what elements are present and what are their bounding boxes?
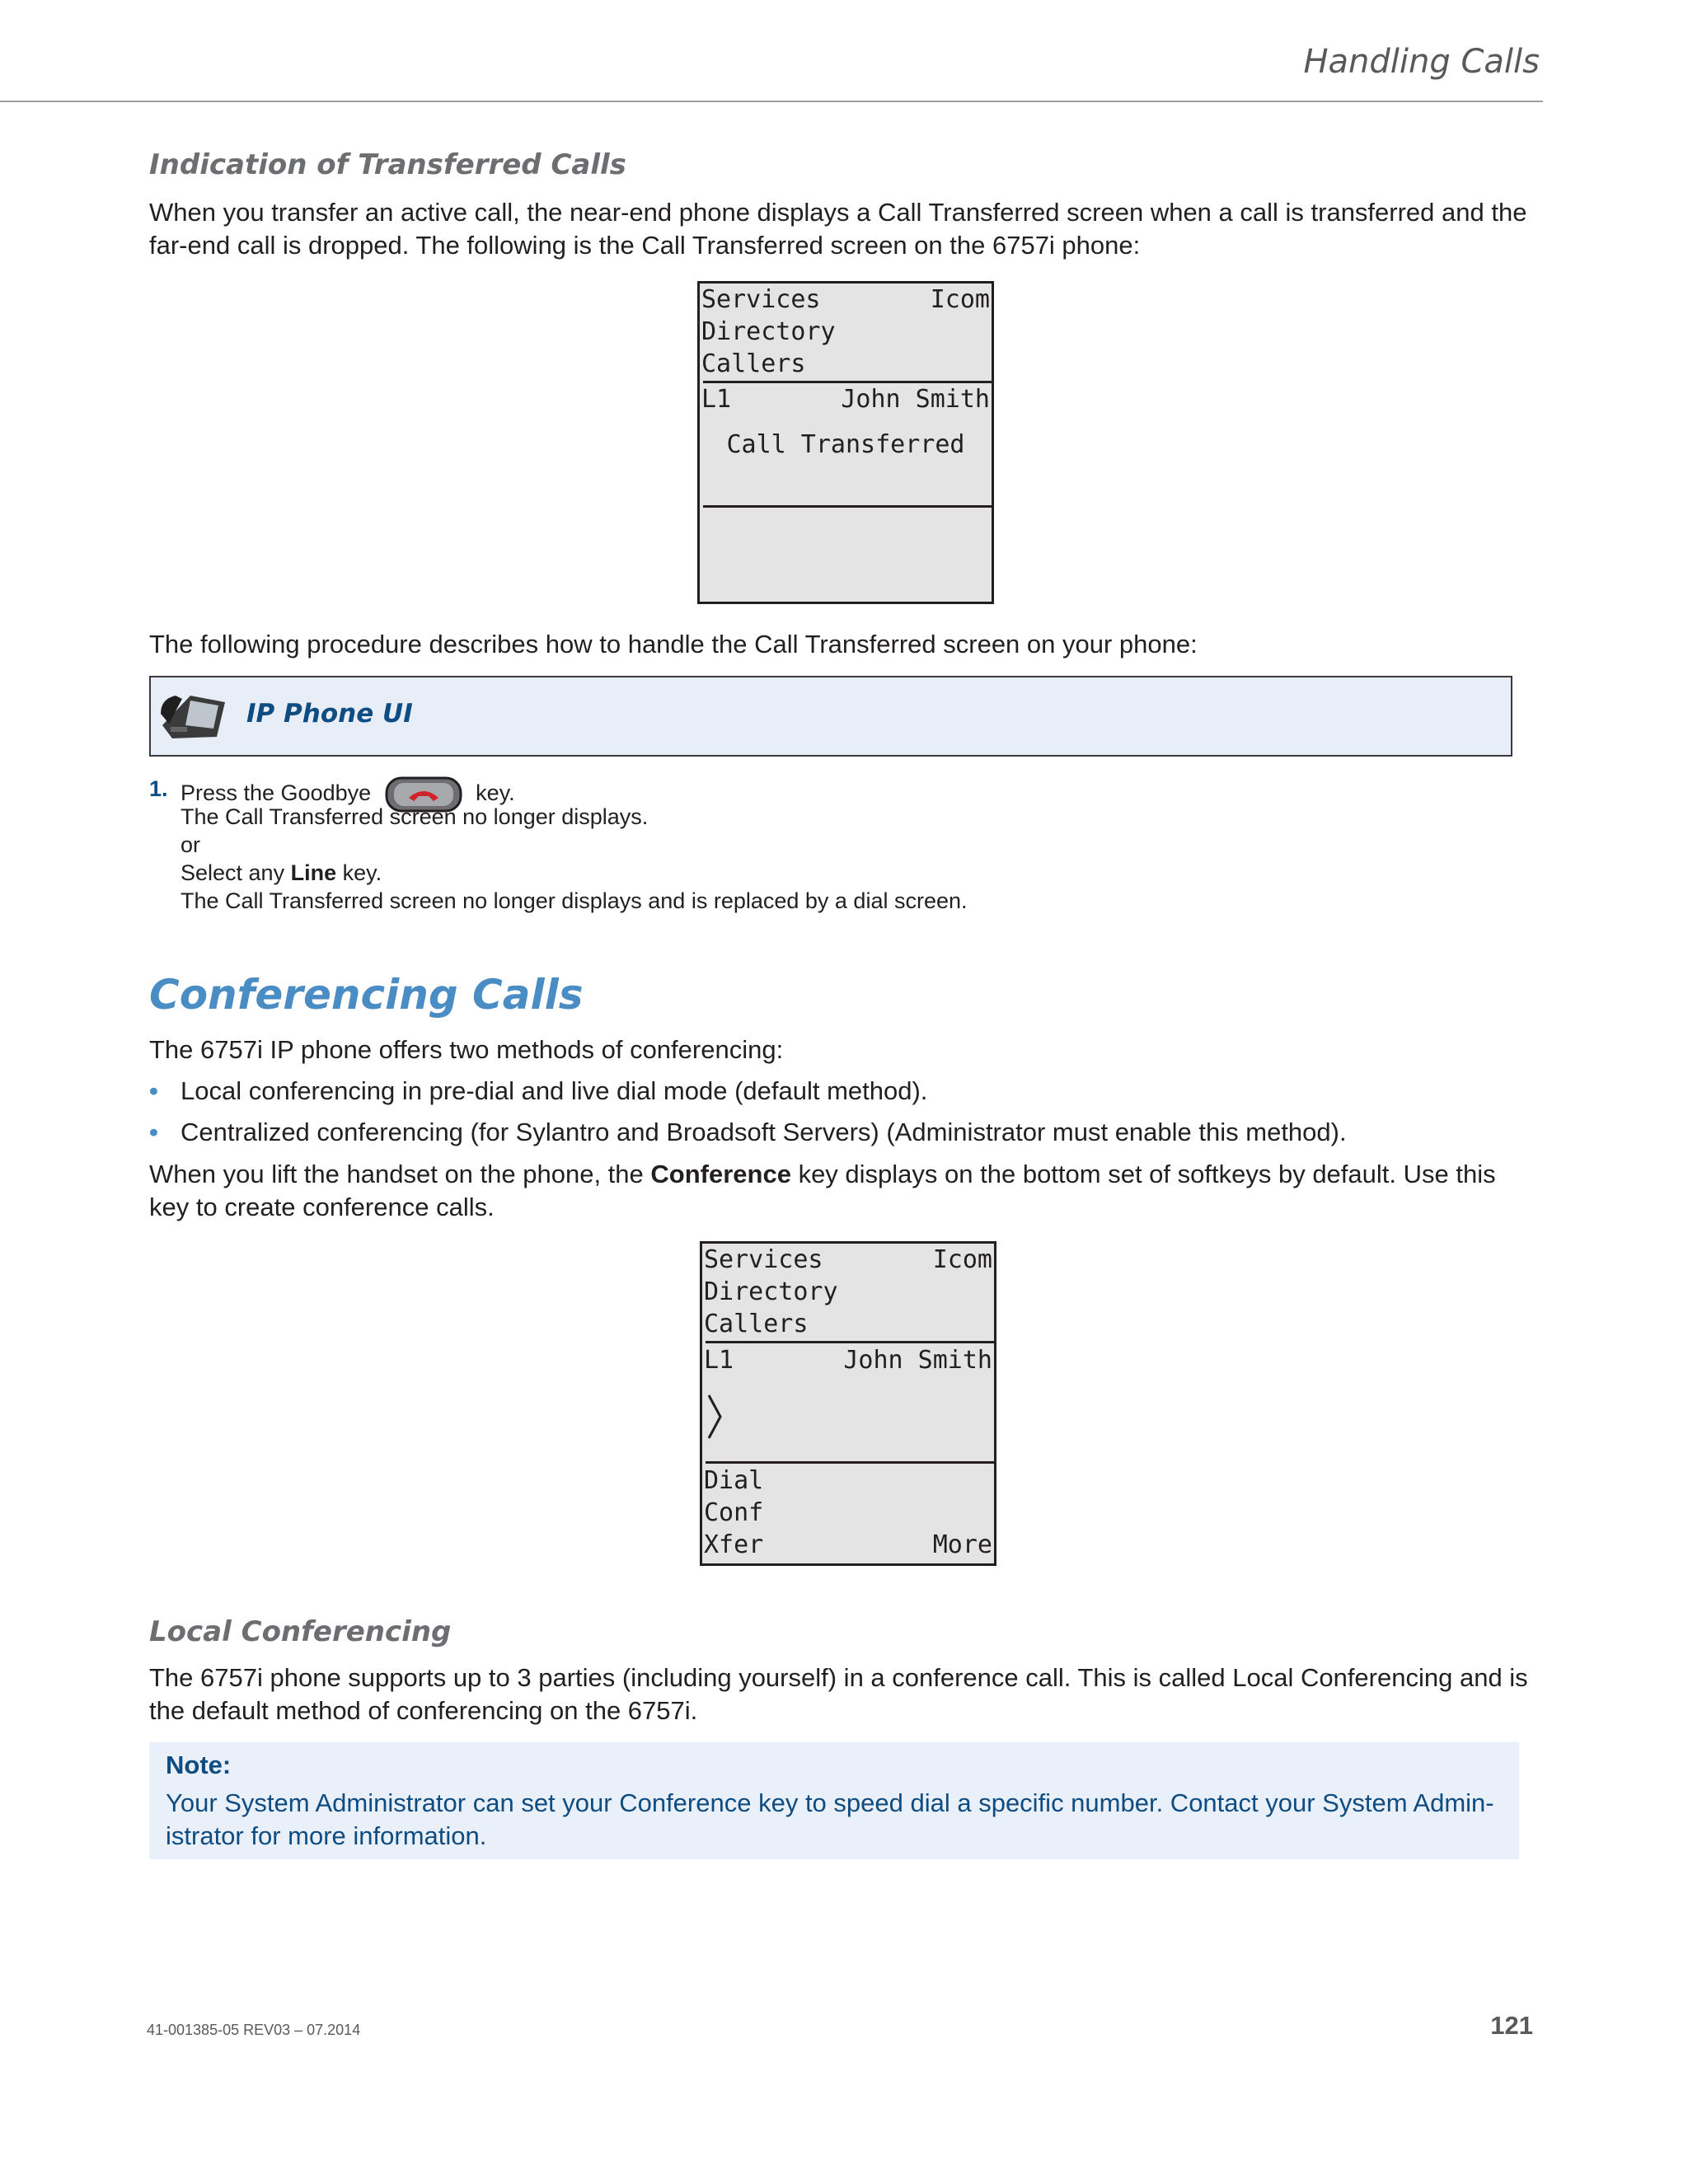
bullet-text: Local conferencing in pre-dial and live dial mode (default method).	[181, 1076, 928, 1105]
screen-line-label: L1	[704, 1346, 734, 1375]
local-paragraph	[149, 1661, 1542, 1727]
screen-icom: Icom	[930, 285, 990, 314]
screen-row-line	[701, 383, 990, 416]
screen-divider-bottom	[703, 505, 992, 508]
bullet-text: Centralized conferencing (for Sylantro and Broadsoft Servers) (Administrator must enable this method).	[181, 1118, 1347, 1146]
transferred-paragraph	[149, 196, 1542, 262]
screen-row-callers	[701, 348, 990, 381]
softkey-dial: Dial	[704, 1466, 764, 1495]
step-number: 1.	[149, 776, 168, 801]
screen-services: Services	[704, 1245, 823, 1274]
screen-services: Services	[701, 285, 821, 314]
screen-call-transferred: Call Transferred	[726, 430, 965, 459]
screen-row-directory	[701, 316, 990, 349]
section-heading-conferencing: Conferencing Calls	[149, 971, 584, 1019]
call-transferred-screen	[697, 281, 994, 604]
step-select-text: Select any	[181, 860, 285, 885]
transferred-paragraph-line2: far-end call is dropped. The following is the Call Transferred screen on the 6757i phone:	[149, 231, 1141, 260]
note-box	[149, 1742, 1519, 1859]
step-line-or: or	[181, 832, 201, 857]
screen-directory: Directory	[704, 1277, 838, 1306]
header-rule	[0, 101, 1543, 102]
conferencing-intro: The 6757i IP phone offers two methods of conferencing:	[149, 1035, 784, 1064]
screen-row-line	[704, 1344, 992, 1377]
procedure-intro: The following procedure describes how to handle the Call Transferred screen on your phone:	[149, 630, 1198, 658]
softkey-xfer: Xfer	[704, 1530, 764, 1559]
transferred-paragraph-line1: When you transfer an active call, the near-end phone displays a Call Transferred screen when a call is transferred and the	[149, 198, 1527, 227]
screen-caller-name: John Smith	[843, 1346, 992, 1375]
cursor-chevron-icon	[706, 1394, 725, 1440]
screen-row-services	[704, 1244, 992, 1277]
note-text-line2: istrator for more information.	[166, 1821, 487, 1850]
step-line-5: The Call Transferred screen no longer displays and is replaced by a dial screen.	[181, 888, 968, 913]
conferencing-paragraph-line2: key to create conference calls.	[149, 1193, 495, 1221]
note-text-line1: Your System Administrator can set your Conference key to speed dial a specific number. Contact your System Admin-	[166, 1788, 1494, 1817]
screen-divider-top	[706, 1341, 994, 1343]
screen-directory: Directory	[701, 317, 836, 346]
local-paragraph-line1: The 6757i phone supports up to 3 parties (including yourself) in a conference call. This is called Local Conferencing and is	[149, 1663, 1528, 1692]
local-paragraph-line2: the default method of conferencing on the 6757i.	[149, 1696, 698, 1725]
screen-row-message	[701, 429, 990, 462]
conferencing-paragraph-line1: When you lift the handset on the phone, the Conference key displays on the bottom set of softkeys by default. Use this	[149, 1160, 1496, 1188]
screen-softkey-conf	[704, 1497, 992, 1530]
step-line-2: The Call Transferred screen no longer displays.	[181, 804, 649, 829]
ip-phone-ui-banner	[149, 676, 1512, 757]
screen-softkey-dial	[704, 1465, 992, 1497]
step-key2-text: key.	[342, 860, 382, 885]
ip-phone-icon	[157, 689, 228, 742]
step-key-text: key.	[476, 780, 515, 806]
footer-doc-id: 41-001385-05 REV03 – 07.2014	[147, 2022, 361, 2038]
conference-screen	[700, 1241, 996, 1566]
ip-phone-ui-label: IP Phone UI	[246, 699, 413, 729]
running-header: Handling Calls	[1303, 43, 1540, 81]
screen-row-callers	[704, 1308, 992, 1341]
screen-divider-bottom	[706, 1461, 994, 1464]
step-line-select	[181, 859, 382, 887]
page-number: 121	[1490, 2011, 1533, 2040]
screen-icom: Icom	[932, 1245, 992, 1274]
screen-row-directory	[704, 1276, 992, 1309]
section-heading-transferred: Indication of Transferred Calls	[149, 148, 626, 181]
procedure-step-1	[149, 775, 1056, 915]
screen-softkey-row-xfer	[704, 1529, 992, 1562]
step-line-word: Line	[290, 860, 337, 885]
softkey-conf: Conf	[704, 1498, 764, 1527]
screen-callers: Callers	[704, 1310, 809, 1338]
screen-line-label: L1	[701, 385, 732, 414]
screen-row-services	[701, 284, 990, 316]
screen-callers: Callers	[701, 349, 806, 378]
conference-key-word: Conference	[650, 1160, 791, 1188]
section-heading-local: Local Conferencing	[149, 1615, 452, 1648]
note-text	[166, 1787, 1501, 1853]
screen-caller-name: John Smith	[841, 385, 990, 414]
step-press-text: Press the Goodbye	[181, 780, 372, 806]
softkey-more: More	[932, 1530, 992, 1559]
conferencing-paragraph	[149, 1158, 1542, 1224]
note-title: Note:	[166, 1750, 232, 1779]
